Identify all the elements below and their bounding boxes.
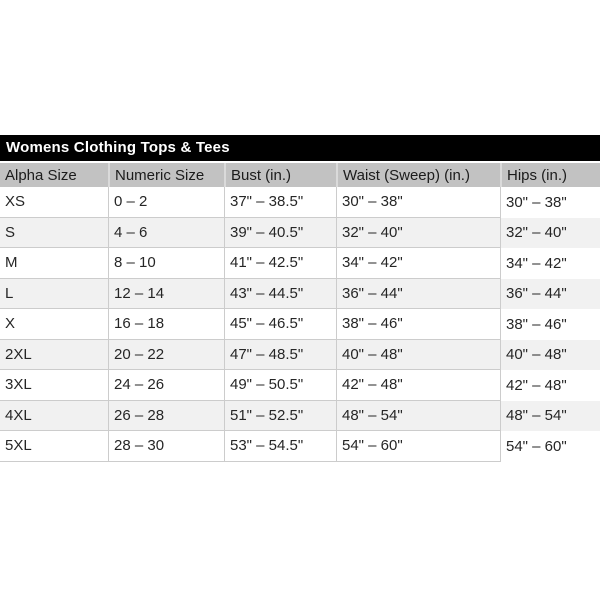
table-cell: 36" – 44" — [336, 279, 500, 310]
table-row — [0, 431, 600, 462]
table-cell: 34" – 42" — [336, 248, 500, 279]
table-cell: 20 – 22 — [108, 340, 224, 371]
table-cell: 39" – 40.5" — [224, 218, 336, 249]
table-cell: 47" – 48.5" — [224, 340, 336, 371]
row-label-cell: L — [0, 279, 108, 310]
table-cell: 45" – 46.5" — [224, 309, 336, 340]
column-header-0: Alpha Size — [5, 166, 77, 184]
table-cell: 28 – 30 — [108, 431, 224, 462]
table-title: Womens Clothing Tops & Tees — [6, 139, 230, 156]
column-header-3: Waist (Sweep) (in.) — [336, 163, 500, 187]
table-title-bar — [0, 135, 600, 161]
table-body — [0, 187, 600, 462]
table-row — [0, 218, 600, 249]
row-label-cell: 2XL — [0, 340, 108, 371]
table-cell: 53" – 54.5" — [224, 431, 336, 462]
table-cell: 16 – 18 — [108, 309, 224, 340]
table-row — [0, 187, 600, 218]
table-header-row — [0, 163, 600, 187]
table-row — [0, 248, 600, 279]
table-cell: 30" – 38" — [336, 187, 500, 218]
table-cell: 40" – 48" — [500, 340, 600, 371]
table-cell: 49" – 50.5" — [224, 370, 336, 401]
row-label-cell: 4XL — [0, 401, 108, 432]
table-cell: 48" – 54" — [336, 401, 500, 432]
table-row — [0, 401, 600, 432]
table-cell: 12 – 14 — [108, 279, 224, 310]
table-cell: 54" – 60" — [500, 431, 600, 462]
table-row — [0, 340, 600, 371]
table-cell: 42" – 48" — [500, 370, 600, 401]
table-cell: 24 – 26 — [108, 370, 224, 401]
table-cell: 38" – 46" — [500, 309, 600, 340]
table-cell: 30" – 38" — [500, 187, 600, 218]
row-label-cell: XS — [0, 187, 108, 218]
table-cell: 40" – 48" — [336, 340, 500, 371]
table-cell: 4 – 6 — [108, 218, 224, 249]
table-cell: 26 – 28 — [108, 401, 224, 432]
size-chart-table — [0, 135, 600, 462]
column-header-4: Hips (in.) — [500, 163, 600, 187]
table-cell: 36" – 44" — [500, 279, 600, 310]
column-header-1: Numeric Size — [108, 163, 224, 187]
table-cell: 54" – 60" — [336, 431, 500, 462]
table-row — [0, 370, 600, 401]
table-cell: 51" – 52.5" — [224, 401, 336, 432]
table-cell: 32" – 40" — [500, 218, 600, 249]
table-cell: 34" – 42" — [500, 248, 600, 279]
table-cell: 37" – 38.5" — [224, 187, 336, 218]
table-cell: 48" – 54" — [500, 401, 600, 432]
row-label-cell: M — [0, 248, 108, 279]
row-label-cell: X — [0, 309, 108, 340]
table-row — [0, 279, 600, 310]
table-cell: 41" – 42.5" — [224, 248, 336, 279]
table-cell: 43" – 44.5" — [224, 279, 336, 310]
row-label-cell: 5XL — [0, 431, 108, 462]
table-cell: 32" – 40" — [336, 218, 500, 249]
table-row — [0, 309, 600, 340]
column-header-2: Bust (in.) — [224, 163, 336, 187]
row-label-cell: S — [0, 218, 108, 249]
table-cell: 38" – 46" — [336, 309, 500, 340]
table-cell: 42" – 48" — [336, 370, 500, 401]
row-label-cell: 3XL — [0, 370, 108, 401]
table-cell: 8 – 10 — [108, 248, 224, 279]
table-cell: 0 – 2 — [108, 187, 224, 218]
